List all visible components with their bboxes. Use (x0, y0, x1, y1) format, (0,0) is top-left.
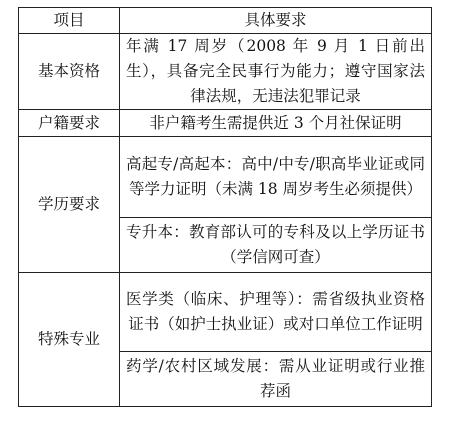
requirement-cell: 高起专/高起本：高中/中专/职高毕业证或同等学力证明（未满 18 周岁考生必须提供） (120, 137, 432, 218)
category-cell: 特殊专业 (19, 273, 120, 407)
requirement-cell: 专升本：教育部认可的专科及以上学历证书（学信网可查） (120, 218, 432, 273)
table-header-row (19, 8, 432, 34)
table-row (19, 137, 432, 218)
category-cell: 学历要求 (19, 137, 120, 273)
requirement-cell: 年满 17 周岁（2008 年 9 月 1 日前出生），具备完全民事行为能力；遵守国家法律法规，无违法犯罪记录 (120, 34, 432, 110)
category-cell: 基本资格 (19, 34, 120, 110)
requirement-cell: 非户籍考生需提供近 3 个月社保证明 (120, 110, 432, 137)
table-row (19, 34, 432, 110)
header-requirement: 具体要求 (120, 8, 432, 34)
table-row (19, 273, 432, 352)
header-item: 项目 (19, 8, 120, 34)
requirement-cell: 药学/农村区域发展：需从业证明或行业推荐函 (120, 352, 432, 407)
category-cell: 户籍要求 (19, 110, 120, 137)
table-row (19, 110, 432, 137)
requirement-cell: 医学类（临床、护理等）：需省级执业资格证书（如护士执业证）或对口单位工作证明 (120, 273, 432, 352)
requirements-table (18, 7, 432, 407)
